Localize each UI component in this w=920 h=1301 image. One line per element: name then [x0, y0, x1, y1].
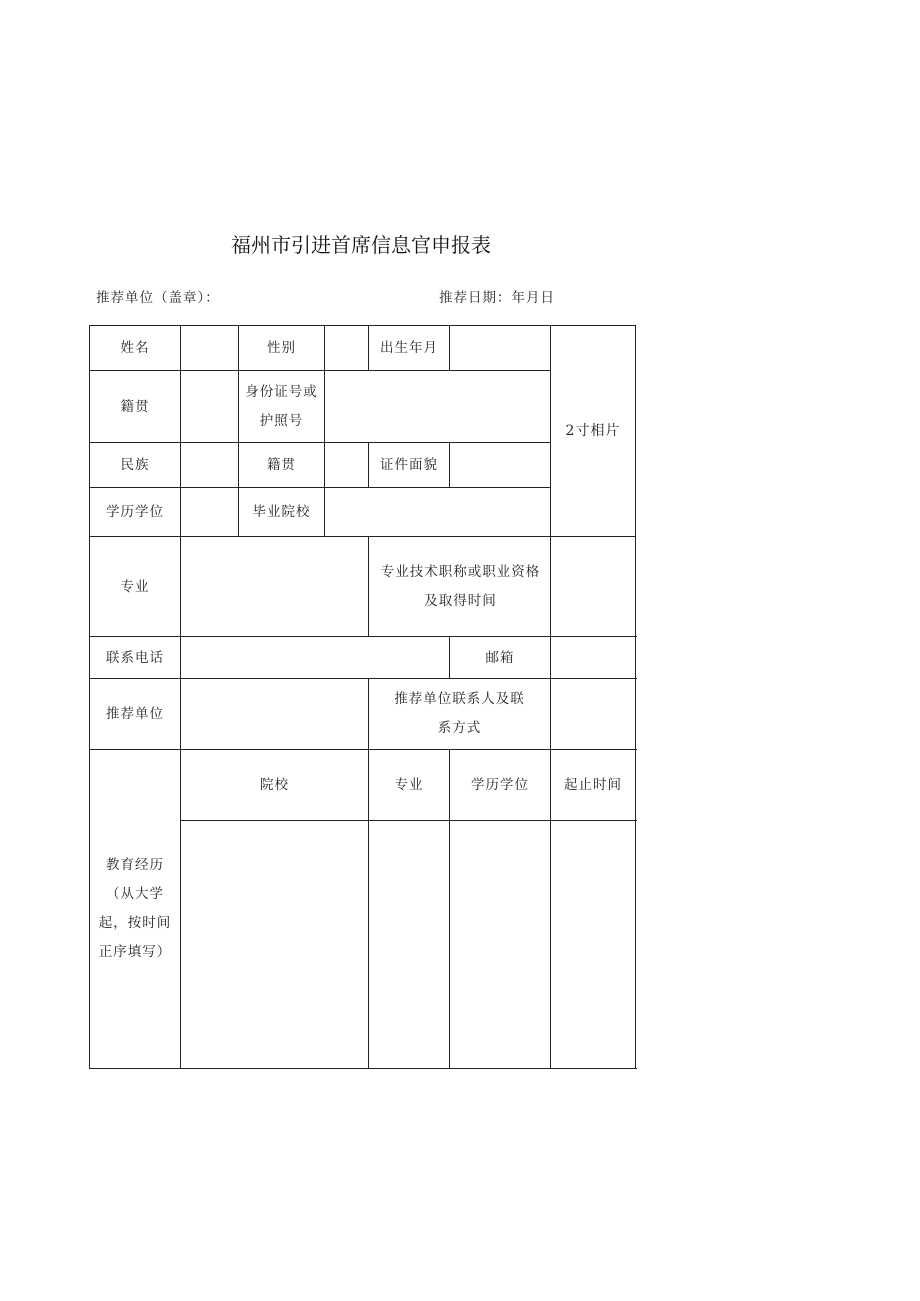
recommending-unit-label: 推荐单位（盖章）： [96, 290, 220, 306]
graduate-school-field[interactable] [325, 488, 551, 537]
edu-major-field[interactable] [369, 821, 450, 1069]
application-form-table [89, 325, 636, 1069]
degree-label: 学历学位 [90, 488, 181, 537]
edu-degree-field[interactable] [450, 821, 551, 1069]
edu-header-period: 起止时间 [551, 750, 636, 821]
name-field[interactable] [181, 326, 239, 371]
education-history-label: 教育经历（从大学起，按时间正序填写） [90, 750, 181, 1069]
edu-header-major: 专业 [369, 750, 450, 821]
contact-field[interactable] [551, 679, 636, 750]
edu-school-field[interactable] [181, 821, 369, 1069]
graduate-school-label: 毕业院校 [239, 488, 325, 537]
native-place-2-field[interactable] [325, 443, 369, 488]
id-number-field[interactable] [325, 371, 551, 443]
contact-label: 推荐单位联系人及联系方式 [369, 679, 551, 750]
major-field[interactable] [181, 537, 369, 637]
photo-placeholder[interactable]: 2寸相片 [551, 326, 636, 537]
professional-title-label: 专业技术职称或职业资格及取得时间 [369, 537, 551, 637]
edu-period-field[interactable] [551, 821, 636, 1069]
political-status-field[interactable] [450, 443, 551, 488]
birth-label: 出生年月 [369, 326, 450, 371]
native-place-label: 籍贯 [90, 371, 181, 443]
major-label: 专业 [90, 537, 181, 637]
political-status-label: 证件面貌 [369, 443, 450, 488]
recommender-field[interactable] [181, 679, 369, 750]
email-field[interactable] [551, 637, 636, 679]
professional-title-field[interactable] [551, 537, 636, 637]
native-place-2-label: 籍贯 [239, 443, 325, 488]
phone-field[interactable] [181, 637, 450, 679]
birth-field[interactable] [450, 326, 551, 371]
id-number-label: 身份证号或护照号 [239, 371, 325, 443]
gender-field[interactable] [325, 326, 369, 371]
name-label: 姓名 [90, 326, 181, 371]
edu-header-school: 院校 [181, 750, 369, 821]
page-title: 福州市引进首席信息官申报表 [231, 233, 491, 257]
phone-label: 联系电话 [90, 637, 181, 679]
edu-header-degree: 学历学位 [450, 750, 551, 821]
ethnicity-field[interactable] [181, 443, 239, 488]
native-place-field[interactable] [181, 371, 239, 443]
gender-label: 性别 [239, 326, 325, 371]
recommender-label: 推荐单位 [90, 679, 181, 750]
ethnicity-label: 民族 [90, 443, 181, 488]
recommend-date-label: 推荐日期：年月日 [439, 290, 555, 306]
email-label: 邮箱 [450, 637, 551, 679]
degree-field[interactable] [181, 488, 239, 537]
